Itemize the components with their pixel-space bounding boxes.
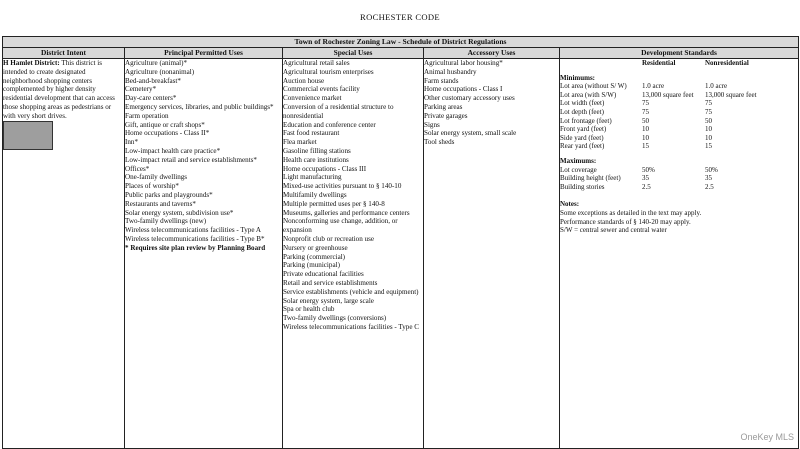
special-use-item: Health care institutions (283, 155, 349, 164)
nonresidential-value: 35 (705, 174, 712, 183)
minimum-row (560, 134, 798, 143)
accessory-use-item: Farm stands (424, 76, 459, 85)
principal-use-item: Inn* (125, 138, 139, 147)
nonresidential-value: 1.0 acre (705, 82, 728, 91)
standard-label: Rear yard (feet) (560, 142, 605, 151)
site-plan-note: * Requires site plan review by Planning Board (125, 243, 266, 252)
accessory-use-item: Private garages (424, 111, 468, 120)
special-use-item: Museums, galleries and performance centers (283, 208, 410, 217)
district-intent-text: This district is intended to create designated neighborhood shopping centers complemented by higher density residential development that can access those shopping areas as pedestrians or with very short drives. (3, 59, 115, 120)
table-caption: Town of Rochester Zoning Law - Schedule of District Regulations (3, 37, 799, 48)
special-use-item: Nonconforming use change, addition, or expansion (283, 217, 398, 235)
accessory-use-item: Solar energy system, small scale (424, 129, 517, 138)
special-use-item: Nonprofit club or recreation use (283, 234, 375, 243)
accessory-uses-list (424, 59, 559, 147)
schedule-table (2, 36, 799, 449)
nonresidential-value: 13,000 square feet (705, 90, 757, 99)
principal-use-item: Restaurants and taverns* (125, 199, 196, 208)
special-use-item: Home occupations - Class III (283, 164, 367, 173)
residential-value: 15 (642, 142, 649, 151)
nonresidential-value: 75 (705, 107, 712, 116)
development-standards-cell (560, 59, 799, 449)
header-development-standards: Development Standards (560, 48, 799, 59)
standard-label: Lot frontage (feet) (560, 116, 612, 125)
header-special-uses: Special Uses (283, 48, 424, 59)
residential-value: 75 (642, 107, 649, 116)
accessory-use-item: Other customary accessory uses (424, 94, 515, 103)
special-use-item: Flea market (283, 138, 317, 147)
special-use-item: Wireless telecommunications facilities - Type C (283, 322, 419, 331)
minimum-row (560, 82, 798, 91)
watermark: OneKey MLS (740, 432, 794, 442)
special-use-item: Retail and service establishments (283, 278, 378, 287)
principal-use-item: Low-impact retail and service establishments* (125, 155, 257, 164)
principal-use-item: Agriculture (nonanimal) (125, 67, 195, 76)
district-name: H Hamlet District: (3, 59, 60, 67)
maximums-heading: Maximums: (560, 156, 597, 165)
special-uses-list (283, 59, 423, 332)
standard-label: Building stories (560, 182, 605, 191)
standard-label: Building height (feet) (560, 174, 621, 183)
special-use-item: Light manufacturing (283, 173, 342, 182)
special-use-item: Two-family dwellings (conversions) (283, 314, 387, 323)
district-intent-cell (3, 59, 125, 449)
standard-label: Side yard (feet) (560, 133, 604, 142)
principal-use-item: Wireless telecommunications facilities - Type A (125, 226, 261, 235)
special-use-item: Spa or health club (283, 305, 335, 314)
minimum-row (560, 142, 798, 151)
residential-value: 13,000 square feet (642, 90, 694, 99)
notes-heading: Notes: (560, 200, 580, 209)
residential-value: 10 (642, 133, 649, 142)
residential-value: 35 (642, 174, 649, 183)
notes-list (560, 209, 798, 235)
special-use-item: Multiple permitted uses per § 140-8 (283, 199, 385, 208)
special-use-item: Parking (municipal) (283, 261, 340, 270)
residential-value: 50 (642, 116, 649, 125)
principal-use-item: Solar energy system, subdivision use* (125, 208, 234, 217)
principal-use-item: Emergency services, libraries, and public buildings* (125, 102, 274, 111)
minimum-row (560, 99, 798, 108)
minimum-row (560, 125, 798, 134)
nonresidential-value: 50% (705, 165, 718, 174)
special-use-item: Solar energy system, large scale (283, 296, 374, 305)
minimums-heading: Minimums: (560, 73, 595, 82)
special-use-item: Fast food restaurant (283, 129, 340, 138)
residential-value: 50% (642, 165, 655, 174)
accessory-uses-cell (424, 59, 560, 449)
accessory-use-item: Animal husbandry (424, 67, 477, 76)
residential-value: 1.0 acre (642, 82, 665, 91)
residential-value: 75 (642, 99, 649, 108)
standard-label: Lot width (feet) (560, 99, 605, 108)
nonresidential-value: 75 (705, 99, 712, 108)
principal-use-item: Bed-and-breakfast* (125, 76, 181, 85)
minimum-row (560, 108, 798, 117)
note-item: Some exceptions as detailed in the text may apply. (560, 208, 702, 217)
special-use-item: Parking (commercial) (283, 252, 346, 261)
district-color-swatch (3, 121, 53, 150)
principal-use-item: Day-care centers* (125, 94, 177, 103)
minimum-row (560, 117, 798, 126)
principal-use-item: Wireless telecommunications facilities - Type B* (125, 234, 265, 243)
page-title: ROCHESTER CODE (360, 12, 440, 22)
accessory-use-item: Agricultural labor housing* (424, 59, 503, 67)
maximum-row (560, 166, 798, 175)
nonresidential-value: 2.5 (705, 182, 714, 191)
col-nonresidential: Nonresidential (705, 59, 749, 67)
principal-uses-cell (125, 59, 283, 449)
principal-use-item: Public parks and playgrounds* (125, 190, 213, 199)
principal-use-item: Two-family dwellings (new) (125, 217, 207, 226)
special-use-item: Agricultural retail sales (283, 59, 350, 67)
special-use-item: Commercial events facility (283, 85, 360, 94)
special-use-item: Conversion of a residential structure to nonresidential (283, 102, 394, 120)
nonresidential-value: 15 (705, 142, 712, 151)
special-use-item: Convenience market (283, 94, 342, 103)
nonresidential-value: 10 (705, 125, 712, 134)
special-use-item: Agricultural tourism enterprises (283, 67, 374, 76)
accessory-use-item: Tool sheds (424, 138, 455, 147)
col-residential: Residential (642, 59, 676, 67)
special-use-item: Private educational facilities (283, 270, 364, 279)
header-district-intent: District Intent (3, 48, 125, 59)
accessory-use-item: Home occupations - Class I (424, 85, 503, 94)
principal-use-item: Cemetery* (125, 85, 157, 94)
residential-value: 2.5 (642, 182, 651, 191)
residential-value: 10 (642, 125, 649, 134)
principal-use-item: Farm operation (125, 111, 169, 120)
maximums-rows (560, 166, 798, 192)
principal-uses-list (125, 59, 282, 244)
principal-use-item: Gift, antique or craft shops* (125, 120, 205, 129)
note-item: S/W = central sewer and central water (560, 226, 667, 235)
nonresidential-value: 50 (705, 116, 712, 125)
standard-label: Lot coverage (560, 165, 597, 174)
standard-label: Lot depth (feet) (560, 107, 604, 116)
header-accessory-uses: Accessory Uses (424, 48, 560, 59)
principal-use-item: One-family dwellings (125, 173, 188, 182)
principal-use-item: Offices* (125, 164, 150, 173)
special-use-item: Nursery or greenhouse (283, 243, 348, 252)
special-use-item: Multifamily dwellings (283, 190, 347, 199)
standard-label: Front yard (feet) (560, 125, 607, 134)
special-use-item: Auction house (283, 76, 325, 85)
accessory-use-item: Signs (424, 120, 440, 129)
accessory-use-item: Parking areas (424, 102, 463, 111)
standard-label: Lot area (with S/W) (560, 90, 617, 99)
minimum-row (560, 91, 798, 100)
standard-label: Lot area (without S/ W) (560, 82, 627, 91)
note-item: Performance standards of § 140-20 may apply. (560, 217, 691, 226)
special-use-item: Service establishments (vehicle and equipment) (283, 287, 419, 296)
special-use-item: Education and conference center (283, 120, 376, 129)
maximum-row (560, 174, 798, 183)
special-uses-cell (283, 59, 424, 449)
principal-use-item: Low-impact health care practice* (125, 146, 221, 155)
minimums-rows (560, 82, 798, 151)
principal-use-item: Home occupations - Class II* (125, 129, 210, 138)
header-principal-uses: Principal Permitted Uses (125, 48, 283, 59)
maximum-row (560, 183, 798, 192)
nonresidential-value: 10 (705, 133, 712, 142)
principal-use-item: Agriculture (animal)* (125, 59, 188, 67)
special-use-item: Gasoline filling stations (283, 146, 351, 155)
principal-use-item: Places of worship* (125, 182, 179, 191)
special-use-item: Mixed-use activities pursuant to § 140-10 (283, 182, 402, 191)
